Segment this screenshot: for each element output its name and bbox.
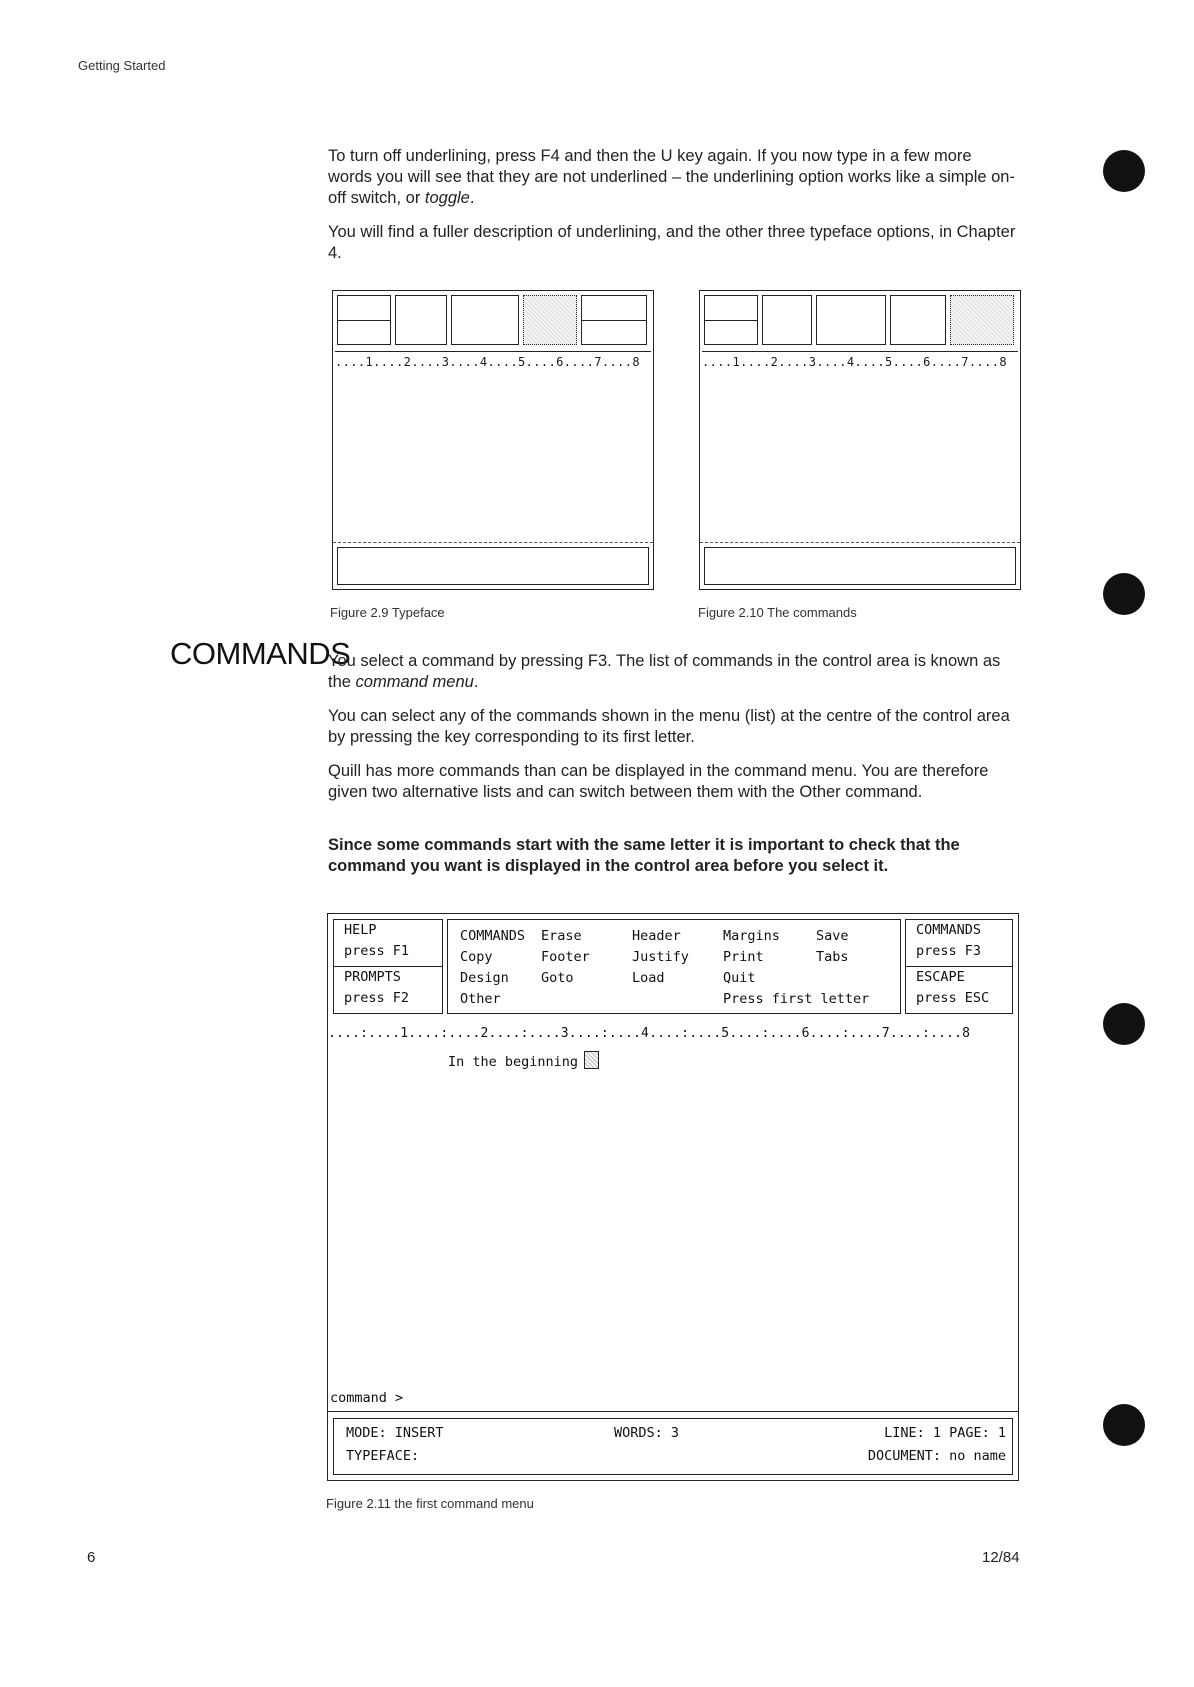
commands-paragraph-1 <box>328 651 1018 693</box>
escape-key: press ESC <box>916 990 990 1006</box>
ruler: ....1....2....3....4....5....6....7....8 <box>702 351 1018 369</box>
prompts-title: PROMPTS <box>344 969 401 985</box>
commands-p1-emphasis: command menu <box>355 673 474 691</box>
menu-item-header: Header <box>632 928 681 944</box>
words-status: WORDS: 3 <box>614 1425 680 1441</box>
control-area <box>704 295 1016 345</box>
divider <box>906 966 1012 967</box>
line-page-status: LINE: 1 PAGE: 1 <box>884 1425 1006 1441</box>
commands-title: COMMANDS <box>916 922 982 938</box>
intro-paragraph-1 <box>328 146 1018 209</box>
document-text-line <box>448 1051 599 1070</box>
menu-item-save: Save <box>816 928 849 944</box>
menu-item-tabs: Tabs <box>816 949 849 965</box>
status-area <box>337 547 649 585</box>
menu-item-copy: Copy <box>460 949 493 965</box>
page-number: 6 <box>87 1549 96 1566</box>
control-box-typeface <box>523 295 577 345</box>
control-box <box>451 295 519 345</box>
intro-paragraph-2: You will find a fuller description of underlining, and the other three typeface options, in Chapter 4. <box>328 223 1016 262</box>
menu-header: COMMANDS <box>460 928 526 944</box>
help-prompts-box <box>333 919 443 1014</box>
text-cursor <box>584 1051 599 1069</box>
menu-item-design: Design <box>460 970 509 986</box>
running-head: Getting Started <box>78 58 166 73</box>
escape-title: ESCAPE <box>916 969 965 985</box>
mode-status: MODE: INSERT <box>346 1425 444 1441</box>
document-status: DOCUMENT: no name <box>867 1448 1006 1464</box>
intro-p1-emphasis: toggle <box>424 189 470 207</box>
figure-2-9-caption: Figure 2.9 Typeface <box>330 605 445 620</box>
menu-item-justify: Justify <box>632 949 689 965</box>
ruler: ....:....1....:....2....:....3....:....4....:....5....:....6....:....7....:....8 <box>328 1026 971 1041</box>
menu-item-footer: Footer <box>541 949 590 965</box>
menu-item-other: Other <box>460 991 501 1007</box>
binder-hole <box>1103 573 1145 615</box>
divider <box>333 542 653 543</box>
prompts-key: press F2 <box>344 990 410 1006</box>
menu-item-print: Print <box>723 949 764 965</box>
divider <box>700 542 1020 543</box>
ruler: ....1....2....3....4....5....6....7....8 <box>335 351 651 369</box>
control-box <box>890 295 946 345</box>
binder-hole <box>1103 150 1145 192</box>
typeface-status: TYPEFACE: <box>346 1448 420 1464</box>
control-area <box>337 295 649 345</box>
menu-item-goto: Goto <box>541 970 574 986</box>
figure-2-9-screen <box>332 290 654 590</box>
help-title: HELP <box>344 922 377 938</box>
menu-hint: Press first letter <box>723 991 870 1007</box>
figure-2-10-caption: Figure 2.10 The commands <box>698 605 857 620</box>
status-area <box>333 1418 1013 1475</box>
section-heading: COMMANDS <box>170 636 351 671</box>
commands-escape-box <box>905 919 1013 1014</box>
command-menu <box>447 919 901 1014</box>
figure-2-10-screen <box>699 290 1021 590</box>
figure-2-11-screen <box>327 913 1019 1481</box>
commands-key: press F3 <box>916 943 982 959</box>
commands-p1-text: You select a command by pressing F3. The list of commands in the control area is known as the <box>328 652 1001 691</box>
figure-2-11-caption: Figure 2.11 the first command menu <box>326 1496 534 1511</box>
intro-p1-text: To turn off underlining, press F4 and then the U key again. If you now type in a few more words you will see that they are not underlined – the underlining option works like a simple on-off switch, or <box>328 147 1015 207</box>
commands-paragraph-4: Since some commands start with the same letter it is important to check that the command you want is displayed in the control area before you select it. <box>328 836 960 875</box>
control-box-help <box>704 295 758 345</box>
control-box <box>395 295 447 345</box>
document-text: In the beginning <box>448 1054 579 1070</box>
menu-item-margins: Margins <box>723 928 780 944</box>
binder-hole <box>1103 1003 1145 1045</box>
control-box-commands-selected <box>950 295 1014 345</box>
control-box-help <box>337 295 391 345</box>
divider <box>334 966 442 967</box>
menu-item-erase: Erase <box>541 928 582 944</box>
control-box <box>762 295 812 345</box>
control-box-commands <box>581 295 647 345</box>
menu-item-quit: Quit <box>723 970 756 986</box>
intro-p1-end: . <box>469 189 475 207</box>
command-prompt: command > <box>330 1390 404 1406</box>
binder-hole <box>1103 1404 1145 1446</box>
control-box <box>816 295 886 345</box>
commands-p1-end: . <box>473 673 479 691</box>
menu-item-load: Load <box>632 970 665 986</box>
commands-paragraph-3: Quill has more commands than can be displayed in the command menu. You are therefore given two alternative lists and can switch between them with the Other command. <box>328 762 989 801</box>
status-area <box>704 547 1016 585</box>
page-date: 12/84 <box>982 1549 1020 1566</box>
divider <box>328 1411 1018 1412</box>
help-key: press F1 <box>344 943 410 959</box>
commands-paragraph-2: You can select any of the commands shown in the menu (list) at the centre of the control area by pressing the key corresponding to its first letter. <box>328 707 1010 746</box>
